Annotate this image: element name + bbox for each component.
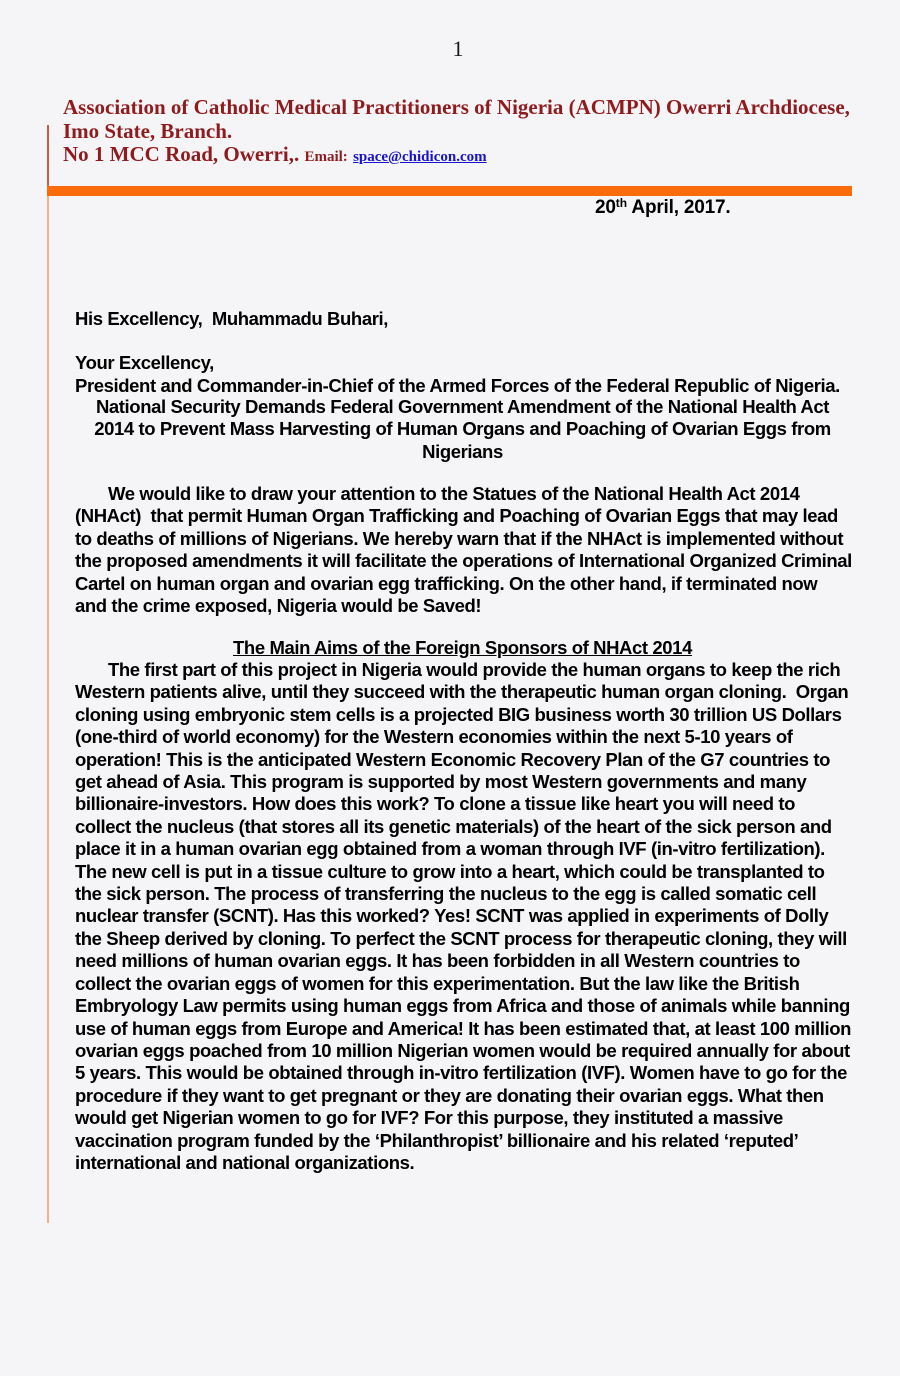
date-day: 20 bbox=[595, 197, 616, 218]
email-label: Email: bbox=[304, 149, 348, 165]
org-name-line2: Imo State, Branch. bbox=[63, 118, 233, 143]
body-paragraph-1: We would like to draw your attention to the Statues of the National Health Act 2014 (NHAct) that permit Human Organ Trafficking and Poaching of Ovarian Eggs that may lead to deaths of millions of Nigerians. We hereby warn that if the NHAct is implemented without the proposed amendments it will facilitate the operations of International Organized Criminal Cartel on human organ and ovarian egg trafficking. On the other hand, if terminated now and the crime exposed, Nigeria would be Saved! bbox=[75, 483, 857, 617]
street-address: No 1 MCC Road, Owerri,. bbox=[63, 142, 300, 166]
letterhead bbox=[63, 96, 863, 170]
date-rest: April, 2017. bbox=[627, 197, 731, 218]
left-border-rule bbox=[47, 125, 49, 1223]
salutation: Your Excellency, bbox=[75, 352, 214, 373]
date-ordinal-suffix: th bbox=[615, 196, 628, 210]
body-paragraph-2: The first part of this project in Nigeria would provide the human organs to keep the rich Western patients alive, until they succeed with the therapeutic human organ cloning. Organ cloning using embryonic stem cells is a projected BIG business worth 30 trillion US Dollars (one-third of world economy) for the Western economies within the next 5-10 years of operation! This is the anticipated Western Economic Recovery Plan of the G7 countries to get ahead of Asia. This program is supported by most Western governments and many billionaire-investors. How does this work? To clone a tissue like heart you will need to collect the nucleus (that stores all its genetic materials) of the heart of the sick person and place it in a human ovarian egg obtained from a woman through IVF (in-vitro fertilization). The new cell is put in a tissue culture to grow into a heart, which could be transplanted to the sick person. The process of transferring the nucleus to the egg is called somatic cell nuclear transfer (SCNT). Has this worked? Yes! SCNT was applied in experiments of Dolly the Sheep derived by cloning. To perfect the SCNT process for therapeutic cloning, they will need millions of human ovarian eggs. It has been forbidden in all Western countries to collect the ovarian eggs of women for this experimentation. But the law like the British Embryology Law permits using human eggs from Africa and those of animals while banning use of human eggs from Europe and America! It has been estimated that, at least 100 million ovarian eggs poached from 10 million Nigerian women would be required annually for about 5 years. This would be obtained through in-vitro fertilization (IVF). Women have to go for the procedure if they want to get pregnant or they are donating their ovarian eggs. What then would get Nigerian women to go for IVF? For this purpose, they instituted a massive vaccination program funded by the ‘Philanthropist’ billionaire and his related ‘reputed’ international and national organizations. bbox=[75, 659, 856, 1173]
recipient-name: His Excellency, Muhammadu Buhari, bbox=[75, 307, 388, 329]
subject-heading: National Security Demands Federal Government Amendment of the National Health Act 2014 to Prevent Mass Harvesting of Human Organs and Poaching of Ovarian Eggs from Nigerians bbox=[94, 396, 836, 462]
section-heading: The Main Aims of the Foreign Sponsors of NHAct 2014 bbox=[233, 637, 692, 658]
email-link[interactable]: space@chidicon.com bbox=[353, 149, 487, 165]
page-number: 1 bbox=[452, 36, 464, 61]
address-line bbox=[63, 143, 863, 170]
recipient-title: President and Commander-in-Chief of the Armed Forces of the Federal Republic of Nigeria. bbox=[75, 375, 840, 397]
org-name-line1: Association of Catholic Medical Practitioners of Nigeria (ACMPN) Owerri Archdiocese, bbox=[63, 95, 850, 119]
divider-bar bbox=[47, 186, 852, 196]
date-line bbox=[595, 196, 730, 219]
